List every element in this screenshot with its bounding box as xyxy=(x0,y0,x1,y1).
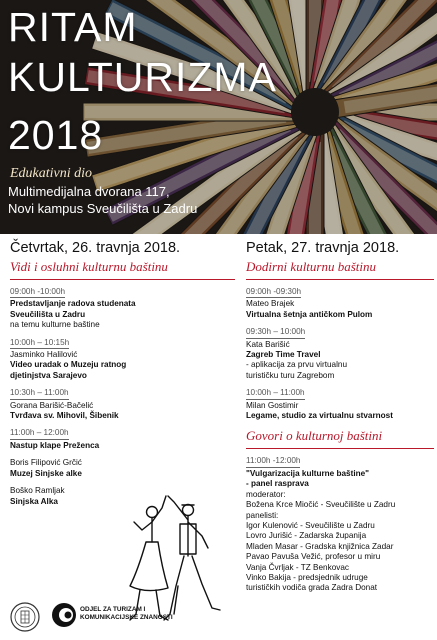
department-name-line-2: KOMUNIKACIJSKE ZNANOSTI xyxy=(80,614,173,621)
title-line-3: 2018 xyxy=(8,112,104,158)
event-item xyxy=(10,338,235,382)
friday-column xyxy=(246,240,434,601)
panel-line: Mladen Masar - Gradska knjižnica Zadar xyxy=(246,541,394,551)
event-line: Tvrđava sv. Mihovil, Šibenik xyxy=(10,411,119,421)
event-item xyxy=(10,428,235,451)
event-line: - aplikacija za prvu virtualnu xyxy=(246,360,348,370)
event-time: 11:00h – 12:00h xyxy=(10,428,69,439)
event-time: 09:00h -10:00h xyxy=(10,287,65,298)
panel-line: Igor Kulenović - Sveučilište u Zadru xyxy=(246,520,375,530)
section-rule xyxy=(246,448,434,449)
panel-line: Božena Krce Miočić - Sveučilište u Zadru xyxy=(246,500,396,510)
title-line-2: KULTURIZMA xyxy=(8,54,277,100)
department-name xyxy=(80,606,173,622)
panel-line: panelisti: xyxy=(246,510,279,520)
event-time: 09:00h -09:30h xyxy=(246,287,301,298)
event-time: 10:00h – 10:15h xyxy=(10,338,69,349)
event-time: 11:00h -12:00h xyxy=(246,456,300,467)
panel-line: moderator: xyxy=(246,489,286,499)
section-heading-dodirni: Dodirni kulturnu baštinu xyxy=(246,259,377,274)
panel-lines xyxy=(246,469,434,594)
event-line: djetinjstva Sarajevo xyxy=(10,370,87,380)
panel-line: turističkih vodiča grada Zadra Donat xyxy=(246,583,378,593)
event-line: Sveučilišta u Zadru xyxy=(10,309,86,319)
section-heading-govori: Govori o kulturnoj baštini xyxy=(246,428,383,444)
event-line: Milan Gostimir xyxy=(246,400,299,410)
venue-line-1: Multimedijalna dvorana 117, xyxy=(8,184,170,199)
panel-line: "Vulgarizacija kulturne baštine" xyxy=(246,468,370,478)
panel-line: - panel rasprava xyxy=(246,479,309,489)
event-item xyxy=(10,388,235,421)
venue-line-2: Novi kampus Sveučilišta u Zadru xyxy=(8,201,198,216)
event-time: 10:30h – 11:00h xyxy=(10,388,69,399)
event-line: Muzej Sinjske alke xyxy=(10,468,82,478)
event-line: Zagreb Time Travel xyxy=(246,350,321,360)
department-logo xyxy=(51,602,77,628)
event-line: Sinjska Alka xyxy=(10,496,58,506)
event-time: 10:00h – 11:00h xyxy=(246,388,305,399)
event-line: Mateo Brajek xyxy=(246,299,295,309)
event-line: Virtualna šetnja antičkom Pulom xyxy=(246,309,373,319)
title-line-1: RITAM xyxy=(8,4,138,50)
event-item xyxy=(10,287,235,331)
panel-line: Pavao Pavuša Vežić, profesor u miru xyxy=(246,552,381,562)
venue xyxy=(8,183,197,217)
event-line: Gorana Barišić-Bačelić xyxy=(10,400,94,410)
event-time: 09:30h – 10:00h xyxy=(246,327,305,338)
event-item xyxy=(246,327,434,381)
banner xyxy=(0,0,437,234)
event-line: na temu kulturne baštine xyxy=(10,320,100,330)
section-rule xyxy=(10,279,235,280)
panel-event xyxy=(246,456,434,593)
panel-line: Vinko Bakija - predsjednik udruge xyxy=(246,572,368,582)
event-line: turističku turu Zagrebom xyxy=(246,370,335,380)
university-seal-logo xyxy=(10,602,40,632)
section-rule xyxy=(246,279,434,280)
panel-line: Vanja Čvrljak - TZ Benkovac xyxy=(246,562,349,572)
day-heading-friday: Petak, 27. travnja 2018. xyxy=(246,240,400,256)
event-line: Kata Barišić xyxy=(246,339,290,349)
event-line: Nastup klape Preženca xyxy=(10,440,100,450)
event-line: Boris Filipović Grčić xyxy=(10,458,82,468)
thursday-column xyxy=(10,240,235,514)
event-line: Boško Ramljak xyxy=(10,486,65,496)
friday-events xyxy=(246,287,434,421)
department-name-line-1: ODJEL ZA TURIZAM I xyxy=(80,606,146,613)
event-item xyxy=(246,287,434,320)
day-heading-thursday: Četvrtak, 26. travnja 2018. xyxy=(10,240,181,256)
event-line: Jasminko Halilović xyxy=(10,350,78,360)
event-item xyxy=(246,388,434,421)
subtitle: Edukativni dio xyxy=(10,166,93,181)
section-heading-vidi: Vidi i osluhni kulturnu baštinu xyxy=(10,259,168,274)
thursday-events xyxy=(10,287,235,507)
event-line: Predstavljanje radova studenata xyxy=(10,299,136,309)
event-item xyxy=(10,458,235,479)
event-line: Legame, studio za virtualnu stvarnost xyxy=(246,411,393,421)
event-line: Video uradak o Muzeju ratnog xyxy=(10,360,127,370)
panel-line: Lovro Jurišić - Zadarska županija xyxy=(246,531,367,541)
